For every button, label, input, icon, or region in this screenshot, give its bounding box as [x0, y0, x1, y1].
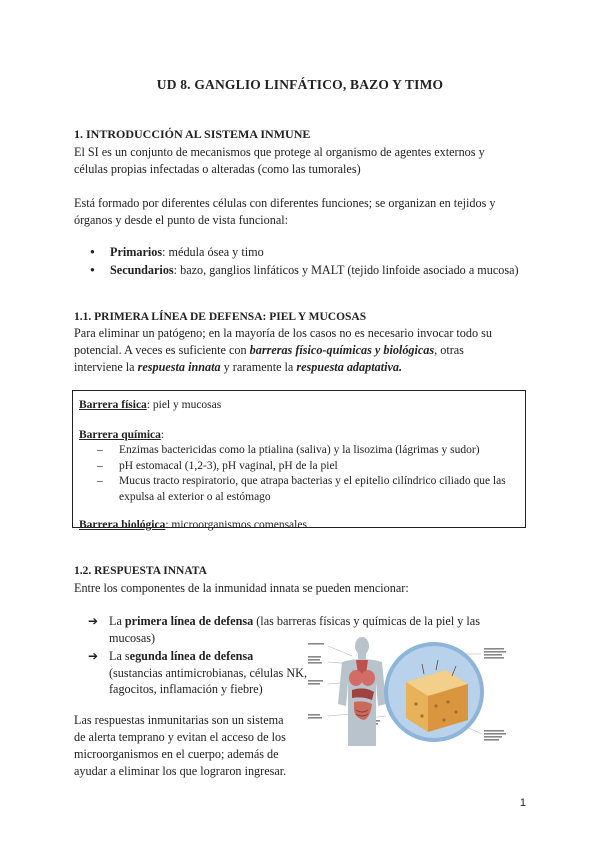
- list-item: ➔ La segunda línea de defensa (sustancias antimicrobianas, células NK, fagocitos, inflamación y fiebre): [88, 649, 307, 696]
- text-line: ayudar a eliminar los que lograron ingresar.: [74, 764, 287, 778]
- list-item: – pH estomacal (1,2-3), pH vaginal, pH de la piel: [97, 459, 519, 475]
- text-line: interviene la respuesta innata y raramente la respuesta adaptativa.: [74, 360, 403, 374]
- text-line: células propias infectadas o alteradas (como las tumorales): [74, 162, 361, 176]
- section1-paragraph1: [74, 144, 534, 178]
- text-line: de alerta temprano y evitan el acceso de los: [74, 730, 286, 744]
- text-line: Para eliminar un patógeno; en la mayoría de los casos no es necesario invocar todo su: [74, 326, 492, 340]
- list-item: – Mucus tracto respiratorio, que atrapa bacterias y el epitelio cilíndrico ciliado que las expulsa al exterior o al estómago: [97, 474, 519, 505]
- text-line: potencial. A veces es suficiente con barreras físico-químicas y biológicas, otras: [74, 343, 464, 357]
- skin-tissue-icon: [384, 642, 484, 742]
- text-line: El SI es un conjunto de mecanismos que protege al organismo de agentes externos y: [74, 145, 485, 159]
- organ-type-list: [90, 243, 519, 279]
- arrow-icon: ➔: [88, 614, 99, 628]
- barrier-biologica: Barrera biológica: microorganismos comensales: [79, 519, 307, 531]
- list-item: ● Primarios: médula ósea y timo: [90, 243, 519, 261]
- arrow-icon: ➔: [88, 649, 99, 663]
- section11-heading: 1.1. PRIMERA LÍNEA DE DEFENSA: PIEL Y MUCOSAS: [74, 311, 367, 323]
- page-title: UD 8. GANGLIO LINFÁTICO, BAZO Y TIMO: [156, 77, 444, 92]
- text-line: microorganismos en el cuerpo; además de: [74, 747, 279, 761]
- text-line: Está formado por diferentes células con diferentes funciones; se organizan en tejidos y: [74, 196, 496, 210]
- barrier-quimica: Barrera química:: [79, 428, 165, 441]
- section12-intro: Entre los componentes de la inmunidad innata se pueden mencionar:: [74, 581, 409, 595]
- section1-heading: 1. INTRODUCCIÓN AL SISTEMA INMUNE: [74, 127, 311, 141]
- text-line: órganos y desde el punto de vista funcional:: [74, 213, 289, 227]
- section12-heading: 1.2. RESPUESTA INNATA: [74, 565, 207, 577]
- section11-paragraph: [74, 325, 534, 376]
- barrier-fisica: Barrera física: piel y mucosas: [79, 399, 222, 411]
- list-item: ● Secundarios: bazo, ganglios linfáticos y MALT (tejido linfoide asociado a mucosa): [90, 261, 519, 279]
- section12-closing: [74, 712, 306, 780]
- chemical-barrier-list: [79, 443, 519, 505]
- text-line: Las respuestas inmunitarias son un sistema: [74, 713, 284, 727]
- section1-paragraph2: [74, 195, 534, 229]
- list-item: ➔ La primera línea de defensa (las barreras físicas y químicas de la piel y las mucosas): [88, 614, 480, 645]
- list-item: – Enzimas bactericidas como la ptialina (saliva) y la lisozima (lágrimas y sudor): [97, 443, 519, 459]
- immune-barrier-figure: [306, 634, 522, 750]
- barrier-box: [72, 390, 526, 531]
- page-number: 1: [519, 797, 526, 809]
